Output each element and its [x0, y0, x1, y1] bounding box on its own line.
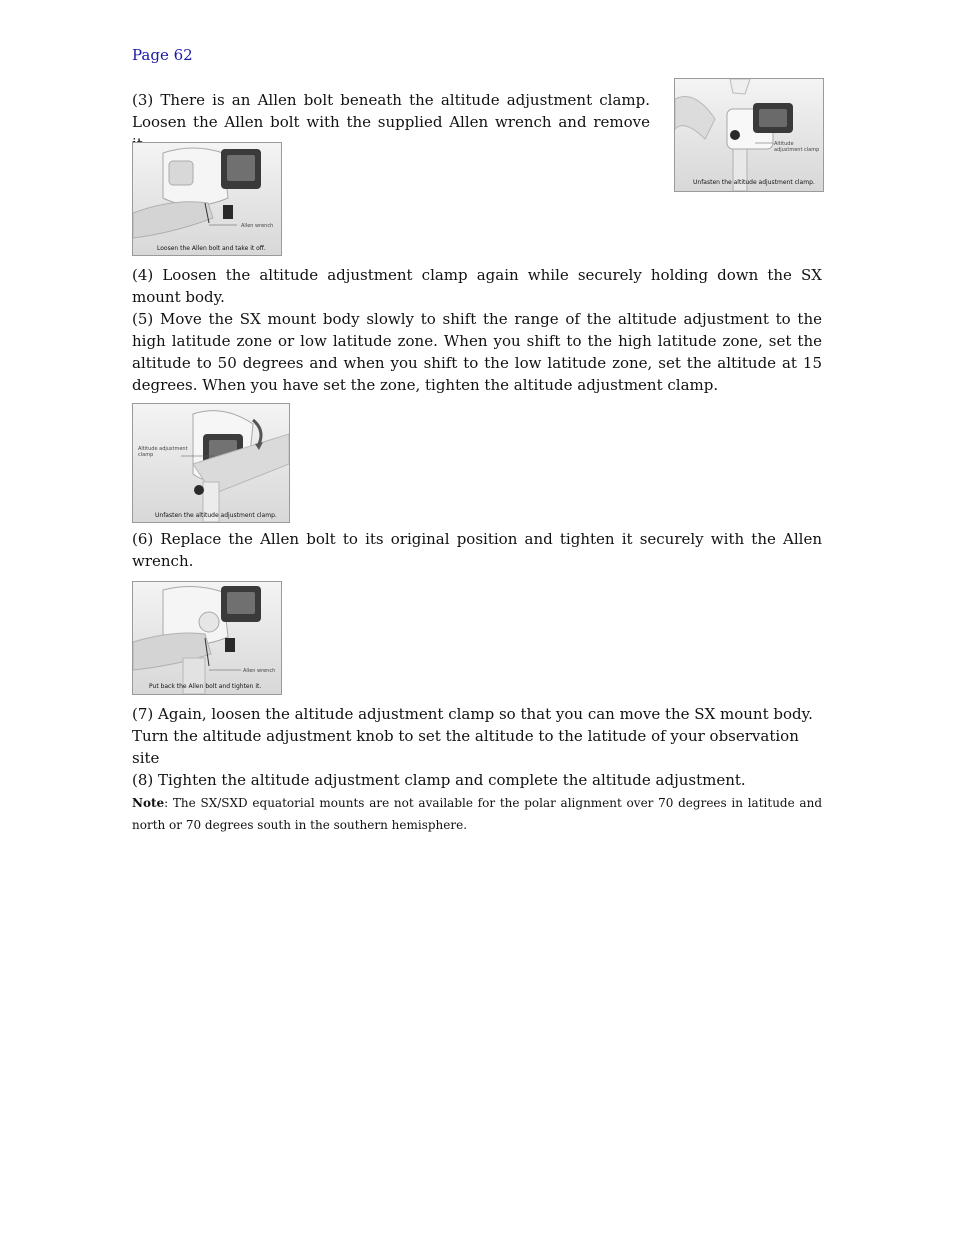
- step-7-text: (7) Again, loosen the altitude adjustment clamp so that you can move the SX mount body. Turn the altitude adjustment knob to set the altitude to the latitude of your observation site: [132, 705, 813, 767]
- mount-illustration: [675, 79, 823, 191]
- callout-clamp: Altitude adjustment clamp: [774, 141, 820, 153]
- steps-4-5-text: [132, 264, 822, 396]
- steps-7-8-text: [132, 703, 822, 791]
- mount-illustration: [133, 404, 289, 522]
- note-label: Note: [132, 796, 165, 810]
- photo-unfasten-clamp: [132, 403, 290, 523]
- step-6-text: (6) Replace the Allen bolt to its original position and tighten it securely with the Allen wrench.: [132, 530, 822, 570]
- photo-loosen-allen-bolt: [132, 142, 282, 256]
- mount-illustration: [133, 143, 281, 255]
- callout-allen-wrench: Allen wrench: [243, 668, 276, 674]
- step-3-text: (3) There is an Allen bolt beneath the altitude adjustment clamp. Loosen the Allen bolt with the supplied Allen wrench and remove: [132, 91, 650, 131]
- step-8-text: (8) Tighten the altitude adjustment clamp and complete the altitude adjustment.: [132, 771, 746, 789]
- photo-caption: Put back the Allen bolt and tighten it.: [149, 683, 262, 690]
- page-number: Page 62: [132, 46, 193, 64]
- note-text: : The SX/SXD equatorial mounts are not available for the polar alignment over 70 degrees in latitude and north or 70 degrees south in the southern hemisphere.: [132, 796, 822, 832]
- photo-caption: Unfasten the altitude adjustment clamp.: [155, 512, 277, 519]
- step-4-text: (4) Loosen the altitude adjustment clamp again while securely holding down the SX mount body.: [132, 266, 822, 306]
- photo-caption: Loosen the Allen bolt and take it off.: [157, 245, 266, 252]
- photo-caption: Unfasten the altitude adjustment clamp.: [693, 179, 815, 186]
- mount-illustration: [133, 582, 281, 694]
- photo-put-back-allen-bolt: [132, 581, 282, 695]
- note: [132, 792, 822, 836]
- callout-clamp: Altitude adjustment clamp: [138, 446, 188, 458]
- callout-allen-wrench: Allen wrench: [241, 223, 274, 229]
- photo-unfasten-clamp-top: [674, 78, 824, 192]
- step-5-text: (5) Move the SX mount body slowly to shift the range of the altitude adjustment to the high latitude zone or low latitude zone. When you shift to the high latitude zone, set the altitude to 50 degrees and when you shift to the low latitude zone, set the altitude at 15 degrees. When you have set the zone, tighten the altitude adjustment clamp.: [132, 310, 822, 394]
